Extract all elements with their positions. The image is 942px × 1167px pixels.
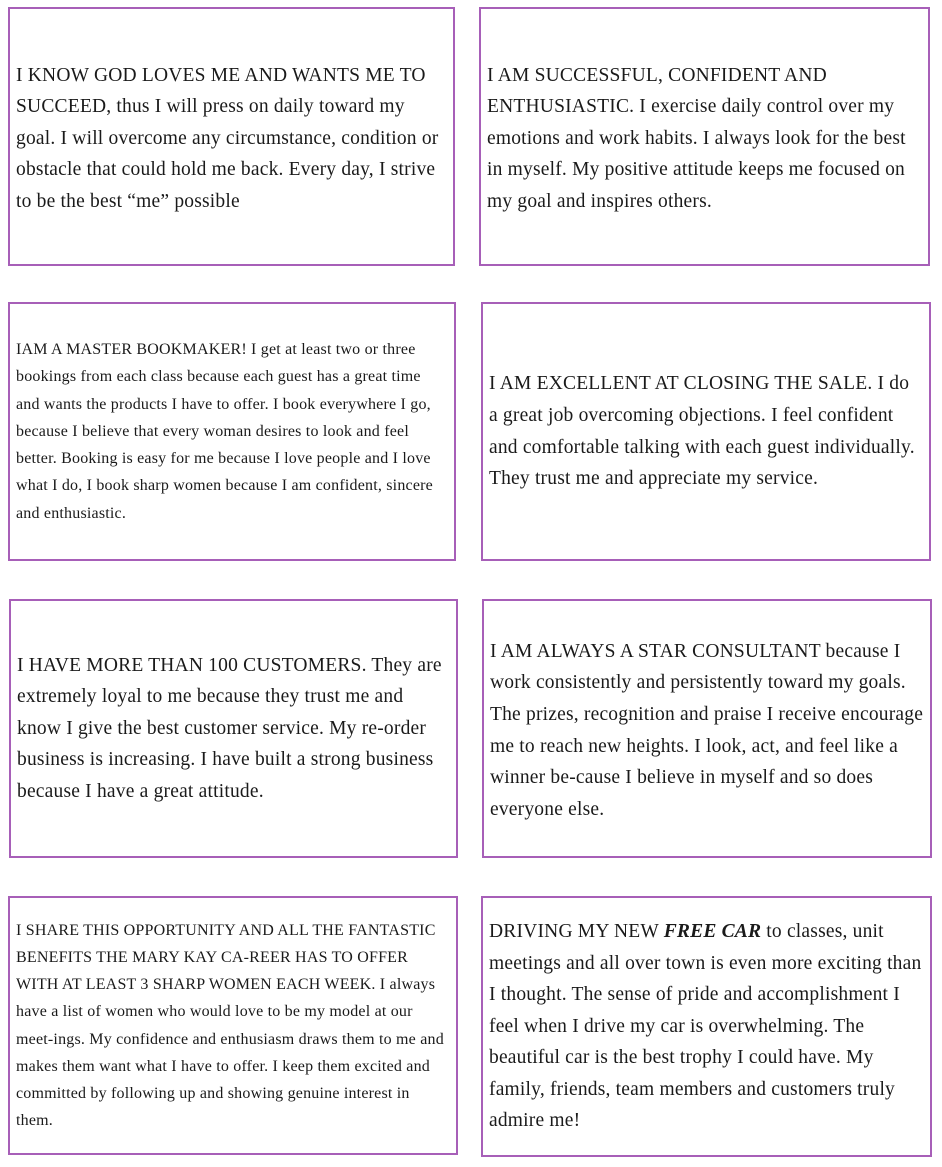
affirmation-body: They are extremely loyal to me because they trust me and know I give the best customer service. My re-order business is increasing. I have built a strong business because I have a great attitude. xyxy=(17,654,442,802)
affirmation-text xyxy=(481,56,928,218)
affirmation-heading: I AM EXCELLENT AT CLOSING THE SALE. xyxy=(489,373,873,395)
affirmation-card-share-opportunity xyxy=(8,896,458,1155)
affirmation-text xyxy=(484,632,930,826)
affirmation-card-master-bookmaker xyxy=(8,302,456,561)
affirmation-body: I get at least two or three bookings from each class because each guest has a great time and wants the products I have to offer. I book everywhere I go, because I believe that every woman desires to look and feel better. Booking is easy for me because I love people and I love what I do, I book sharp women because I am confident, sincere and enthusiastic. xyxy=(16,341,433,522)
affirmation-heading: DRIVING MY NEW xyxy=(489,920,664,942)
affirmation-text xyxy=(11,650,456,808)
affirmation-text xyxy=(10,917,456,1135)
affirmation-text xyxy=(10,56,453,218)
affirmation-body: I always have a list of women who would love to be my model at our meet-ings. My confidence and enthusiasm draws them to me and makes them want what I have to offer. I keep them excited and committed by following up and showing genuine interest in them. xyxy=(16,976,444,1130)
affirmation-heading-emphasis: FREE CAR xyxy=(663,920,762,942)
affirmation-text xyxy=(483,368,929,494)
affirmation-heading: I AM ALWAYS A STAR CONSULTANT xyxy=(490,640,821,662)
affirmation-body: I exercise daily control over my emotions and work habits. I always look for the best in myself. My positive attitude keeps me focused on my goal and inspires others. xyxy=(487,96,906,212)
affirmation-card-closing-the-sale xyxy=(481,302,931,561)
affirmation-card-god-loves-me xyxy=(8,7,455,266)
affirmation-heading: I KNOW GOD LOVES ME AND WANTS ME TO SUCCEED, xyxy=(16,64,426,118)
affirmation-card-successful-confident xyxy=(479,7,930,266)
affirmation-heading: I HAVE MORE THAN 100 CUSTOMERS. xyxy=(17,654,367,676)
affirmation-body: thus I will press on daily toward my goal. I will overcome any circumstance, condition or obstacle that could hold me back. Every day, I strive to be the best “me” possible xyxy=(16,96,439,212)
affirmation-card-free-car xyxy=(481,896,932,1157)
affirmation-text xyxy=(10,336,454,526)
affirmation-heading: IAM A MASTER BOOKMAKER! xyxy=(16,341,247,359)
affirmation-card-star-consultant xyxy=(482,599,932,858)
affirmation-body: because I work consistently and persistently toward my goals. The prizes, recognition and praise I receive encourage me to reach new heights. I look, act, and feel like a winner be-cause I believe in myself and so does everyone else. xyxy=(490,640,924,820)
affirmation-body: to classes, unit meetings and all over town is even more exciting than I thought. The sense of pride and accomplishment I feel when I drive my car is overwhelming. The beautiful car is the best trophy I could have. My family, friends, team members and customers truly admire me! xyxy=(489,920,922,1132)
affirmation-card-100-customers xyxy=(9,599,458,858)
affirmation-heading: I AM SUCCESSFUL, CONFIDENT AND ENTHUSIASTIC. xyxy=(487,64,827,118)
affirmation-body: I do a great job overcoming objections. I feel confident and comfortable talking with each guest individually. They trust me and appreciate my service. xyxy=(489,373,915,490)
affirmation-text xyxy=(483,916,930,1137)
affirmation-heading: I SHARE THIS OPPORTUNITY AND ALL THE FANTASTIC BENEFITS THE MARY KAY CA-REER HAS TO OFFER WITH AT LEAST 3 SHARP WOMEN EACH WEEK. xyxy=(16,921,436,994)
